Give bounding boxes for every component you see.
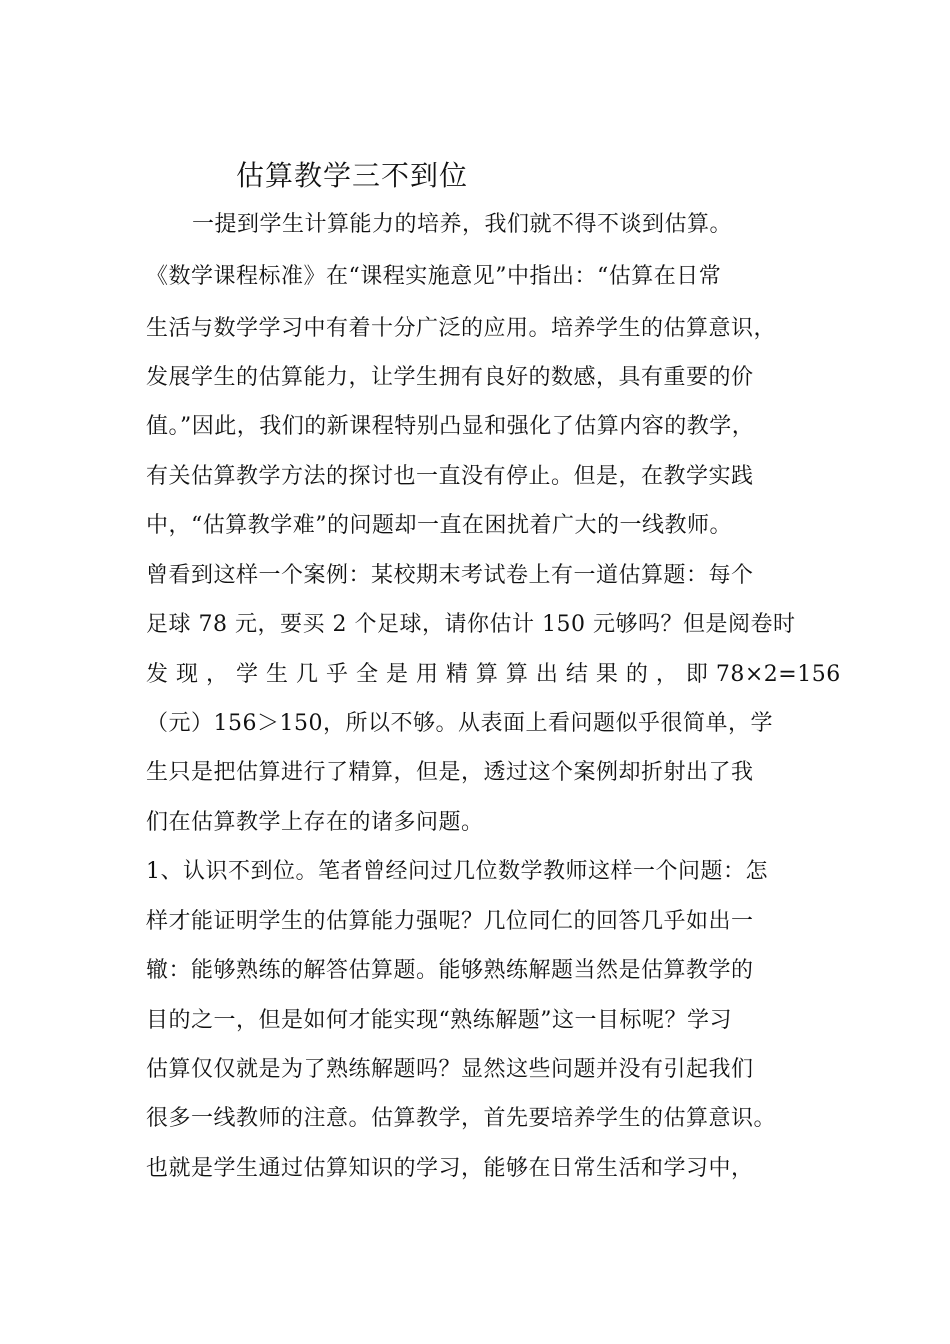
paragraph-line: 有关估算教学方法的探讨也一直没有停止。但是，在教学实践 — [146, 464, 754, 489]
paragraph-line: 曾看到这样一个案例：某校期末考试卷上有一道估算题：每个 — [146, 563, 754, 588]
paragraph-line: 1、认识不到位。笔者曾经问过几位数学教师这样一个问题：怎 — [146, 859, 768, 884]
paragraph-line: 《数学课程标准》在“课程实施意见”中指出：“估算在日常 — [146, 264, 722, 289]
paragraph-line: 生活与数学学习中有着十分广泛的应用。培养学生的估算意识， — [146, 316, 777, 341]
paragraph-line: 们在估算教学上存在的诸多问题。 — [146, 810, 484, 835]
paragraph-line: 一提到学生计算能力的培养，我们就不得不谈到估算。 — [192, 212, 733, 237]
paragraph-line: 样才能证明学生的估算能力强呢？几位同仁的回答几乎如出一 — [146, 909, 754, 934]
paragraph-line: 足球 78 元，要买 2 个足球，请你估计 150 元够吗？但是阅卷时 — [146, 612, 796, 637]
paragraph-line: 发 现 ， 学 生 几 乎 全 是 用 精 算 算 出 结 果 的 ， 即 78×2=156 — [146, 662, 841, 687]
document-title: 估算教学三不到位 — [236, 159, 469, 192]
paragraph-line: 也就是学生通过估算知识的学习，能够在日常生活和学习中， — [146, 1156, 754, 1181]
paragraph-line: 值。”因此，我们的新课程特别凸显和强化了估算内容的教学， — [146, 414, 755, 439]
paragraph-line: 生只是把估算进行了精算，但是，透过这个案例却折射出了我 — [146, 760, 754, 785]
paragraph-line: 发展学生的估算能力，让学生拥有良好的数感，具有重要的价 — [146, 365, 754, 390]
paragraph-line: 估算仅仅就是为了熟练解题吗？显然这些问题并没有引起我们 — [146, 1057, 754, 1082]
paragraph-line: （元）156＞150，所以不够。从表面上看问题似乎很简单，学 — [146, 711, 773, 736]
paragraph-line: 很多一线教师的注意。估算教学，首先要培养学生的估算意识。 — [146, 1106, 777, 1131]
paragraph-line: 目的之一，但是如何才能实现“熟练解题”这一目标呢？学习 — [146, 1008, 732, 1033]
paragraph-line: 中，“估算教学难”的问题却一直在困扰着广大的一线教师。 — [146, 513, 732, 538]
paragraph-line: 辙：能够熟练的解答估算题。能够熟练解题当然是估算教学的 — [146, 958, 754, 983]
